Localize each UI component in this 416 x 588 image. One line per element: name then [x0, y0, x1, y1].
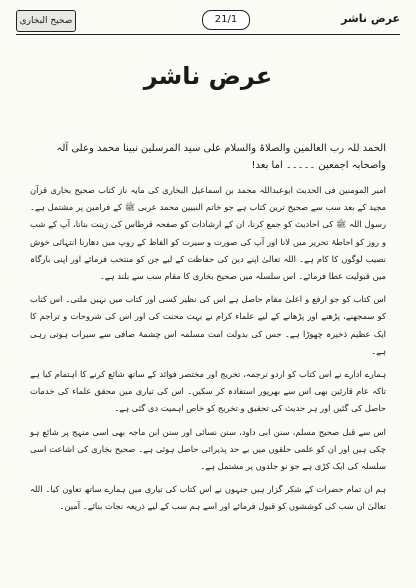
paragraph: امیر المومنین فی الحدیث ابوعبداللہ محمد بن اسماعیل البخاری کی مایہ ناز کتاب صحیح بخاری قرآن مجید کے بعد سب سے صحیح ترین کتاب ہے جو خاتم النبیین محمد عربی ﷺ کے فرامین پر مشتمل ہے۔ رسول اللہ ﷺ کی احادیث کو جمع کرنا، ان کے ارشادات کو صفحہ قرطاس کی زینت بنانا، آپ کے شب و روز کو احاطۂ تحریر میں لانا اور آپ کی صورت و سیرت کو الفاظ کے روپ میں دھارنا انتہائی خوش نصیب لوگوں کا کام ہے۔ اللہ تعالیٰ اپنے دین کی حفاظت کے لیے جن کو منتخب فرمائے اور اپنی بارگاہ میں قبولیت عطا فرمائے۔ اس سلسلہ میں صحیح بخاری کا مقام سب سے بلند ہے۔	[30, 185, 387, 282]
book-emblem: صحیح البخاری	[16, 10, 76, 32]
page-header	[16, 8, 400, 35]
page-title: عرض ناشر	[143, 62, 273, 90]
paragraph: ہمارے ادارے نے اس کتاب کو اردو ترجمہ، تخریج اور مختصر فوائد کے ساتھ شائع کرنے کا اہتمام کیا ہے تاکہ عام قارئین بھی اس سے بھرپور استفادہ کر سکیں۔ اس کی تیاری میں محقق علماء کی خدمات حاصل کی گئیں اور ہر حدیث کی تحقیق و تخریج کو خاص اہمیت دی گئی ہے۔	[30, 369, 386, 414]
body-text	[30, 182, 386, 522]
opening-praise: الحمد للہ رب العالمین والصلاۃ والسلام علی سید المرسلین نبینا محمد وعلی آلہ واصحابہ اجمعین ۔۔۔۔۔ اما بعد!	[56, 143, 386, 171]
paragraph: ہم ان تمام حضرات کے شکر گزار ہیں جنہوں نے اس کتاب کی تیاری میں ہمارے ساتھ تعاون کیا۔ اللہ تعالیٰ ان سب کی کوششوں کو قبول فرمائے اور اسے ہم سب کے لیے ذریعہ نجات بنائے۔ آمین۔	[30, 484, 386, 512]
paragraph: اس کتاب کو جو ارفع و اعلیٰ مقام حاصل ہے اس کی نظیر کسی اور کتاب میں نہیں ملتی۔ اس کتاب کو سمجھنے، پڑھنے اور پڑھانے کے لیے علماء کرام نے بہت محنت کی اور اس کی شروحات و تراجم کا ایک عظیم ذخیرہ چھوڑا ہے۔ جس کی بدولت امت مسلمہ اس چشمۂ صافی سے سیراب ہوتی رہی ہے۔	[30, 294, 386, 356]
paragraph: اس سے قبل صحیح مسلم، سنن ابی داود، سنن نسائی اور سنن ابن ماجہ بھی اسی منہج پر شائع ہو چکی ہیں اور ان کو علمی حلقوں میں بے حد پذیرائی حاصل ہوئی ہے۔ صحیح بخاری کی اشاعت اسی سلسلہ کی ایک کڑی ہے جو نو جلدوں پر مشتمل ہے۔	[30, 426, 386, 472]
section-title: عرض ناشر	[341, 12, 400, 25]
page-number: 21/1	[202, 10, 250, 30]
